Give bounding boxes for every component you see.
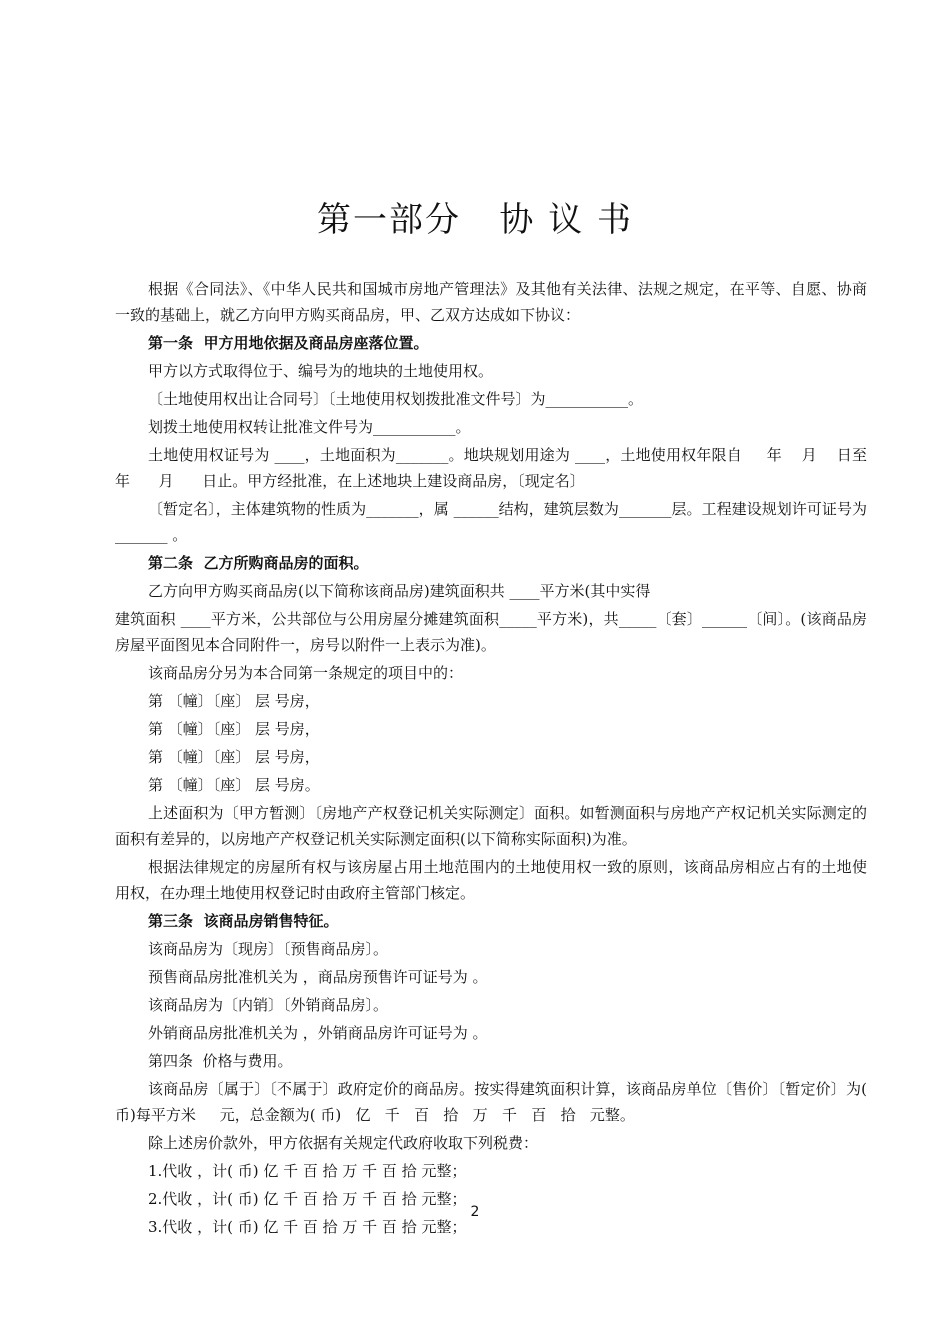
paragraph: 该商品房为〔内销〕〔外销商品房〕。: [148, 996, 389, 1014]
document-body: [115, 276, 906, 1240]
paragraph: 〔暂定名〕，主体建筑物的性质为_______，属 ______结构，建筑层数为_______层。工程建设规划许可证号为_______ 。: [115, 500, 867, 544]
paragraph: 除上述房价款外，甲方依据有关规定代政府收取下列税费：: [148, 1134, 539, 1152]
paragraph: 预售商品房批准机关为 ，商品房预售许可证号为 。: [148, 968, 488, 986]
article-heading: 第三条 该商品房销售特征。: [148, 912, 339, 930]
paragraph: 第四条 价格与费用。: [148, 1052, 293, 1070]
paragraph: 上述面积为〔甲方暂测〕〔房地产产权登记机关实际测定〕面积。如暂测面积与房地产产权记机关实际测定的面积有差异的，以房地产产权登记机关实际测定面积(以下简称实际面积)为准。: [115, 804, 867, 848]
article-heading: 第一条 甲方用地依据及商品房座落位置。: [148, 334, 429, 352]
paragraph: 划拨土地使用权转让批准文件号为___________。: [148, 418, 471, 436]
paragraph: 乙方向甲方购买商品房(以下简称该商品房)建筑面积共 ____平方米(其中实得: [148, 582, 651, 600]
paragraph: 根据法律规定的房屋所有权与该房屋占用土地范围内的土地使用权一致的原则，该商品房相应占有的土地使用权，在办理土地使用权登记时由政府主管部门核定。: [115, 858, 867, 902]
paragraph: 外销商品房批准机关为 ，外销商品房许可证号为 。: [148, 1024, 488, 1042]
paragraph: 土地使用权证号为 ____，土地面积为_______。地块规划用途为 ____，土地使用权年限自 年 月 日至 年 月 日止。甲方经批准，在上述地块上建设商品房，〔现定名〕: [115, 446, 906, 490]
paragraph: 根据《合同法》、《中华人民共和国城市房地产管理法》及其他有关法律、法规之规定，在平等、自愿、协商一致的基础上，就乙方向甲方购买商品房，甲、乙双方达成如下协议：: [115, 280, 867, 324]
paragraph: 建筑面积 ____平方米，公共部位与公用房屋分摊建筑面积_____平方米)，共_____〔套〕______〔间〕。(该商品房房屋平面图见本合同附件一，房号以附件一上表示为准)。: [115, 610, 867, 654]
paragraph: 该商品房〔属于〕〔不属于〕政府定价的商品房。按实得建筑面积计算，该商品房单位〔售价〕〔暂定价〕为( 币)每平方米 元，总金额为( 币) 亿 千 百 拾 万 千 百 拾 元整。: [115, 1080, 872, 1124]
paragraph: 1.代收 ，计( 币) 亿 千 百 拾 万 千 百 拾 元整；: [148, 1162, 467, 1180]
paragraph: 第 〔幢〕〔座〕 层 号房。: [148, 776, 320, 794]
paragraph: 〔土地使用权出让合同号〕〔土地使用权划拨批准文件号〕为___________。: [148, 390, 644, 408]
page-title: 第一部分 协 议 书: [316, 200, 634, 240]
paragraph: 第 〔幢〕〔座〕 层 号房，: [148, 720, 320, 738]
paragraph: 3.代收 ，计( 币) 亿 千 百 拾 万 千 百 拾 元整；: [148, 1218, 467, 1236]
paragraph: 第 〔幢〕〔座〕 层 号房，: [148, 692, 320, 710]
page-number: 2: [470, 1204, 480, 1220]
paragraph: 第 〔幢〕〔座〕 层 号房，: [148, 748, 320, 766]
paragraph: 甲方以方式取得位于、编号为的地块的土地使用权。: [148, 362, 494, 380]
paragraph: 该商品房为〔现房〕〔预售商品房〕。: [148, 940, 389, 958]
article-heading: 第二条 乙方所购商品房的面积。: [148, 554, 369, 572]
paragraph: 2.代收 ，计( 币) 亿 千 百 拾 万 千 百 拾 元整；: [148, 1190, 467, 1208]
paragraph: 该商品房分另为本合同第一条规定的项目中的：: [148, 664, 464, 682]
